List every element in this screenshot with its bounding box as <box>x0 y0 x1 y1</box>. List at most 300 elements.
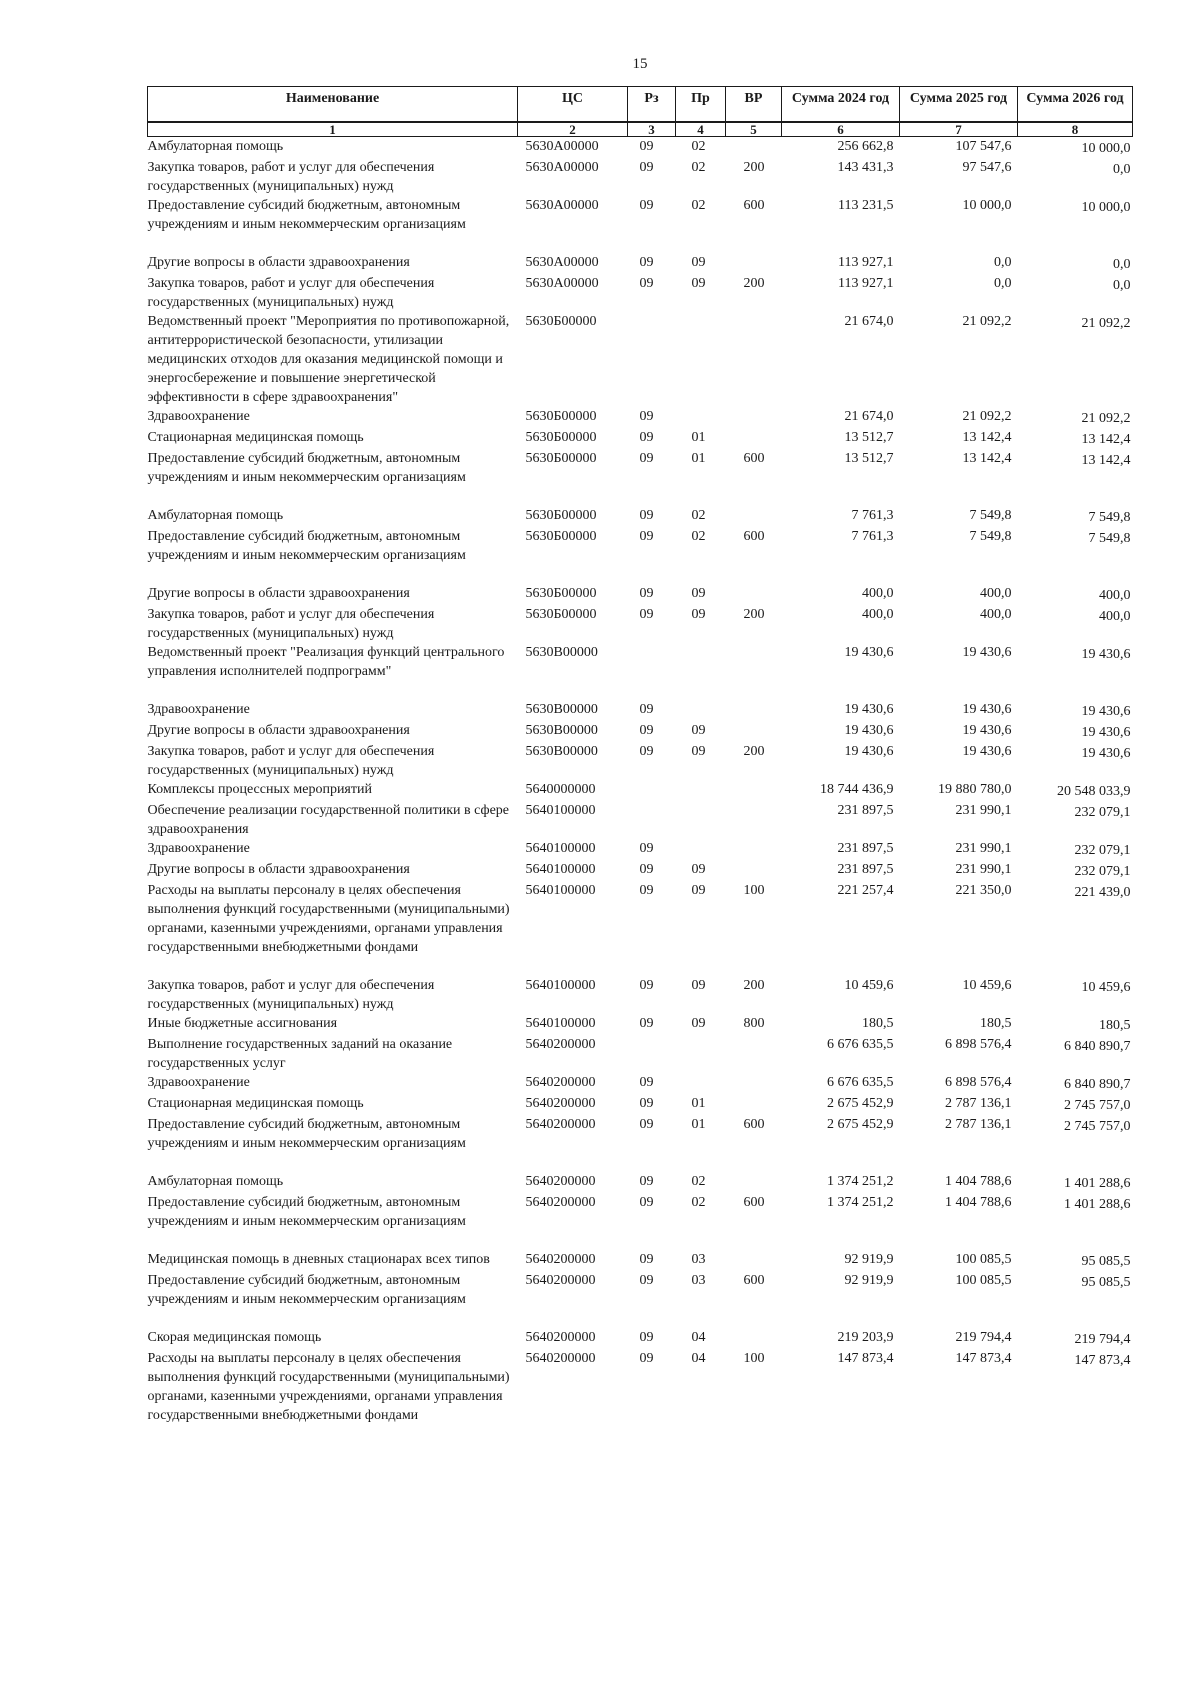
table-row <box>148 860 1133 881</box>
row-cs: 5640200000 <box>525 1117 596 1132</box>
row-name: Здравоохранение <box>147 841 250 856</box>
row-sum-2024: 400,0 <box>862 586 894 601</box>
row-sum-2025: 6 898 576,4 <box>945 1037 1012 1052</box>
row-sum-2024: 13 512,7 <box>844 430 894 445</box>
row-sum-2026: 19 430,6 <box>1081 647 1131 662</box>
row-vr <box>726 428 782 449</box>
row-rz: 09 <box>639 1252 654 1267</box>
row-rz <box>628 1035 676 1073</box>
row-rz: 09 <box>639 978 654 993</box>
row-rz: 09 <box>639 160 654 175</box>
row-sum-2025: 10 459,6 <box>962 978 1012 993</box>
row-cs: 5630В00000 <box>525 645 598 660</box>
row-rz: 09 <box>639 276 654 291</box>
row-sum-2025: 400,0 <box>980 586 1012 601</box>
row-name: Амбулаторная помощь <box>147 508 284 523</box>
row-sum-2026: 19 430,6 <box>1081 746 1131 761</box>
row-cs: 5630В00000 <box>525 723 598 738</box>
row-pr: 02 <box>691 1174 706 1189</box>
row-rz: 09 <box>639 451 654 466</box>
table-row <box>148 137 1133 159</box>
row-cs: 5640100000 <box>525 1016 596 1031</box>
row-name: Медицинская помощь в дневных стационарах всех типов <box>147 1252 490 1267</box>
row-cs: 5640100000 <box>525 803 596 818</box>
row-pr <box>676 839 726 860</box>
row-name: Предоставление субсидий бюджетным, автономным учреждениям и иным некоммерческим организациям <box>147 1117 466 1151</box>
row-name: Комплексы процессных мероприятий <box>147 782 372 797</box>
table-row <box>148 196 1133 253</box>
row-vr <box>726 1094 782 1115</box>
row-vr <box>726 584 782 605</box>
table-row <box>148 1349 1133 1425</box>
header-sum-2025: Сумма 2025 год <box>900 87 1018 123</box>
row-vr: 600 <box>743 1273 765 1288</box>
table-row <box>148 780 1133 801</box>
row-sum-2026: 10 459,6 <box>1081 980 1131 995</box>
row-cs: 5640000000 <box>525 782 596 797</box>
row-pr: 09 <box>691 255 706 270</box>
row-rz: 09 <box>639 1351 654 1366</box>
row-sum-2026: 10 000,0 <box>1081 200 1131 215</box>
row-sum-2025: 231 990,1 <box>955 841 1012 856</box>
table-row <box>148 1271 1133 1328</box>
row-rz: 09 <box>639 1195 654 1210</box>
row-pr: 04 <box>691 1330 706 1345</box>
row-name: Иные бюджетные ассигнования <box>147 1016 338 1031</box>
row-name: Амбулаторная помощь <box>147 1174 284 1189</box>
row-sum-2024: 19 430,6 <box>844 744 894 759</box>
row-rz: 09 <box>639 586 654 601</box>
row-sum-2024: 6 676 635,5 <box>827 1075 894 1090</box>
row-sum-2024: 7 761,3 <box>851 508 894 523</box>
row-sum-2026: 7 549,8 <box>1088 510 1131 525</box>
row-rz: 09 <box>639 139 654 154</box>
row-sum-2024: 221 257,4 <box>837 883 894 898</box>
row-sum-2026: 95 085,5 <box>1081 1275 1131 1290</box>
row-pr <box>676 407 726 428</box>
row-vr <box>726 407 782 428</box>
row-rz <box>628 780 676 801</box>
row-sum-2025: 180,5 <box>980 1016 1012 1031</box>
header-sum-2026: Сумма 2026 год <box>1018 87 1133 123</box>
row-name: Стационарная медицинская помощь <box>147 430 364 445</box>
budget-table <box>147 86 1133 1425</box>
row-rz: 09 <box>639 1273 654 1288</box>
row-pr: 03 <box>691 1273 706 1288</box>
row-cs: 5630Б00000 <box>525 451 597 466</box>
row-sum-2025: 1 404 788,6 <box>945 1195 1012 1210</box>
row-rz: 09 <box>639 1096 654 1111</box>
row-vr <box>726 312 782 407</box>
row-sum-2024: 1 374 251,2 <box>827 1174 894 1189</box>
header-pr: Пр <box>676 87 726 123</box>
row-vr <box>726 1172 782 1193</box>
row-cs: 5630Б00000 <box>525 409 597 424</box>
row-cs: 5640100000 <box>525 978 596 993</box>
row-name: Другие вопросы в области здравоохранения <box>147 723 410 738</box>
row-sum-2024: 2 675 452,9 <box>827 1096 894 1111</box>
row-vr: 200 <box>743 276 765 291</box>
row-cs: 5630Б00000 <box>525 586 597 601</box>
row-sum-2026: 232 079,1 <box>1074 843 1131 858</box>
row-sum-2026: 13 142,4 <box>1081 432 1131 447</box>
row-rz: 09 <box>639 841 654 856</box>
row-name: Предоставление субсидий бюджетным, автономным учреждениям и иным некоммерческим организациям <box>147 529 466 563</box>
row-vr <box>726 1035 782 1073</box>
column-number: 7 <box>900 122 1018 137</box>
row-cs: 5640200000 <box>525 1195 596 1210</box>
row-name: Предоставление субсидий бюджетным, автономным учреждениям и иным некоммерческим организациям <box>147 1273 466 1307</box>
row-rz <box>628 643 676 700</box>
row-rz: 09 <box>639 255 654 270</box>
row-cs: 5630А00000 <box>525 160 599 175</box>
row-name: Ведомственный проект "Реализация функций центрального управления исполнителей подпрограмм" <box>147 645 505 679</box>
header-cs: ЦС <box>518 87 628 123</box>
row-pr: 09 <box>691 883 706 898</box>
row-pr: 01 <box>691 1096 706 1111</box>
column-number: 1 <box>148 122 518 137</box>
table-row <box>148 158 1133 196</box>
row-sum-2026: 19 430,6 <box>1081 725 1131 740</box>
column-number: 4 <box>676 122 726 137</box>
row-vr <box>726 253 782 274</box>
row-pr: 02 <box>691 139 706 154</box>
row-sum-2026: 13 142,4 <box>1081 453 1131 468</box>
row-sum-2026: 400,0 <box>1099 609 1131 624</box>
row-rz: 09 <box>639 744 654 759</box>
row-rz: 09 <box>639 1330 654 1345</box>
table-row <box>148 881 1133 976</box>
table-row <box>148 584 1133 605</box>
row-rz: 09 <box>639 607 654 622</box>
row-pr: 01 <box>691 430 706 445</box>
row-pr: 09 <box>691 723 706 738</box>
header-vr: ВР <box>726 87 782 123</box>
row-sum-2026: 232 079,1 <box>1074 805 1131 820</box>
row-sum-2024: 113 927,1 <box>838 276 894 291</box>
column-number: 3 <box>628 122 676 137</box>
row-sum-2026: 147 873,4 <box>1074 1353 1131 1368</box>
row-sum-2025: 7 549,8 <box>969 529 1012 544</box>
row-vr: 200 <box>743 978 765 993</box>
row-sum-2024: 6 676 635,5 <box>827 1037 894 1052</box>
row-sum-2025: 0,0 <box>994 276 1012 291</box>
row-cs: 5640200000 <box>525 1037 596 1052</box>
row-pr <box>676 1035 726 1073</box>
row-sum-2024: 19 430,6 <box>844 645 894 660</box>
row-sum-2024: 231 897,5 <box>837 841 894 856</box>
row-sum-2026: 221 439,0 <box>1074 885 1131 900</box>
row-pr: 02 <box>691 198 706 213</box>
row-cs: 5640200000 <box>525 1252 596 1267</box>
column-number: 8 <box>1018 122 1133 137</box>
row-sum-2024: 19 430,6 <box>844 723 894 738</box>
row-vr <box>726 780 782 801</box>
row-cs: 5640100000 <box>525 841 596 856</box>
row-vr: 200 <box>743 744 765 759</box>
table-row <box>148 839 1133 860</box>
row-sum-2026: 19 430,6 <box>1081 704 1131 719</box>
table-row <box>148 506 1133 527</box>
row-pr: 02 <box>691 160 706 175</box>
row-sum-2026: 400,0 <box>1099 588 1131 603</box>
row-sum-2024: 400,0 <box>862 607 894 622</box>
row-name: Ведомственный проект "Мероприятия по противопожарной, антитеррористической безопасности, утилизации медицинских отходов для оказания медицинской помощи и энергосбережение и повышение энергетической эффективности в сфере здравоохранения" <box>147 314 510 405</box>
row-sum-2025: 21 092,2 <box>962 314 1012 329</box>
row-cs: 5630А00000 <box>525 198 599 213</box>
column-number-row <box>148 122 1133 137</box>
row-rz: 09 <box>639 430 654 445</box>
header-rz: Рз <box>628 87 676 123</box>
table-row <box>148 643 1133 700</box>
table-row <box>148 428 1133 449</box>
row-vr: 100 <box>743 1351 765 1366</box>
row-name: Закупка товаров, работ и услуг для обеспечения государственных (муниципальных) нужд <box>147 276 435 310</box>
header-name: Наименование <box>148 87 518 123</box>
row-vr <box>726 801 782 839</box>
table-header <box>148 87 1133 137</box>
row-sum-2025: 13 142,4 <box>962 430 1012 445</box>
row-rz <box>628 312 676 407</box>
row-name: Стационарная медицинская помощь <box>147 1096 364 1111</box>
row-sum-2026: 20 548 033,9 <box>1057 784 1131 799</box>
row-sum-2026: 1 401 288,6 <box>1064 1197 1131 1212</box>
row-sum-2025: 231 990,1 <box>955 862 1012 877</box>
table-row <box>148 605 1133 643</box>
row-vr <box>726 1328 782 1349</box>
row-rz: 09 <box>639 862 654 877</box>
row-name: Выполнение государственных заданий на оказание государственных услуг <box>147 1037 453 1071</box>
row-rz: 09 <box>639 529 654 544</box>
row-sum-2026: 2 745 757,0 <box>1064 1119 1131 1134</box>
table-row <box>148 1094 1133 1115</box>
table-row <box>148 1172 1133 1193</box>
row-sum-2026: 2 745 757,0 <box>1064 1098 1131 1113</box>
row-vr: 600 <box>743 451 765 466</box>
row-cs: 5630Б00000 <box>525 314 597 329</box>
row-vr: 100 <box>743 883 765 898</box>
row-vr: 600 <box>743 198 765 213</box>
row-vr: 600 <box>743 529 765 544</box>
row-sum-2025: 19 430,6 <box>962 723 1012 738</box>
row-name: Закупка товаров, работ и услуг для обеспечения государственных (муниципальных) нужд <box>147 607 435 641</box>
row-cs: 5640200000 <box>525 1273 596 1288</box>
row-cs: 5640200000 <box>525 1075 596 1090</box>
row-vr <box>726 137 782 159</box>
row-vr <box>726 1250 782 1271</box>
column-number: 2 <box>518 122 628 137</box>
table-row <box>148 407 1133 428</box>
row-sum-2025: 13 142,4 <box>962 451 1012 466</box>
row-sum-2026: 0,0 <box>1113 278 1131 293</box>
row-sum-2024: 13 512,7 <box>844 451 894 466</box>
row-sum-2025: 147 873,4 <box>955 1351 1012 1366</box>
row-vr <box>726 700 782 721</box>
row-pr <box>676 700 726 721</box>
table-row <box>148 801 1133 839</box>
row-vr: 600 <box>743 1195 765 1210</box>
row-sum-2025: 107 547,6 <box>955 139 1012 154</box>
row-name: Здравоохранение <box>147 1075 250 1090</box>
row-sum-2025: 19 430,6 <box>962 645 1012 660</box>
row-name: Расходы на выплаты персоналу в целях обеспечения выполнения функций государственными (муниципальными) органами, казенными учреждениями, органами управления государственными внебюджетными фондами <box>147 883 510 955</box>
row-sum-2026: 21 092,2 <box>1081 316 1131 331</box>
column-number: 6 <box>782 122 900 137</box>
row-vr <box>726 1073 782 1094</box>
row-rz: 09 <box>639 1016 654 1031</box>
row-sum-2026: 6 840 890,7 <box>1064 1039 1131 1054</box>
page-number: 15 <box>632 56 648 72</box>
table-row <box>148 1073 1133 1094</box>
table-row <box>148 449 1133 506</box>
table-row <box>148 274 1133 312</box>
table-row <box>148 976 1133 1014</box>
row-cs: 5630А00000 <box>525 255 599 270</box>
row-sum-2025: 19 430,6 <box>962 702 1012 717</box>
row-name: Предоставление субсидий бюджетным, автономным учреждениям и иным некоммерческим организациям <box>147 198 466 232</box>
row-name: Закупка товаров, работ и услуг для обеспечения государственных (муниципальных) нужд <box>147 744 435 778</box>
row-sum-2024: 219 203,9 <box>837 1330 894 1345</box>
row-name: Предоставление субсидий бюджетным, автономным учреждениям и иным некоммерческим организациям <box>147 1195 466 1229</box>
row-sum-2024: 1 374 251,2 <box>827 1195 894 1210</box>
row-cs: 5630Б00000 <box>525 430 597 445</box>
row-vr: 200 <box>743 160 765 175</box>
table-row <box>148 1014 1133 1035</box>
table-row <box>148 1250 1133 1271</box>
row-name: Скорая медицинская помощь <box>147 1330 322 1345</box>
table-row <box>148 1193 1133 1250</box>
row-sum-2025: 2 787 136,1 <box>945 1096 1012 1111</box>
row-pr: 09 <box>691 1016 706 1031</box>
row-pr <box>676 801 726 839</box>
row-cs: 5630Б00000 <box>525 607 597 622</box>
row-name: Другие вопросы в области здравоохранения <box>147 255 410 270</box>
row-sum-2025: 0,0 <box>994 255 1012 270</box>
row-name: Другие вопросы в области здравоохранения <box>147 862 410 877</box>
row-name: Предоставление субсидий бюджетным, автономным учреждениям и иным некоммерческим организациям <box>147 451 466 485</box>
row-sum-2024: 10 459,6 <box>844 978 894 993</box>
table-row <box>148 742 1133 780</box>
row-sum-2024: 231 897,5 <box>837 862 894 877</box>
row-sum-2024: 113 927,1 <box>838 255 894 270</box>
row-sum-2025: 7 549,8 <box>969 508 1012 523</box>
row-rz: 09 <box>639 723 654 738</box>
row-pr: 03 <box>691 1252 706 1267</box>
row-pr <box>676 780 726 801</box>
row-sum-2025: 100 085,5 <box>955 1273 1012 1288</box>
row-vr <box>726 643 782 700</box>
row-sum-2025: 1 404 788,6 <box>945 1174 1012 1189</box>
row-cs: 5640200000 <box>525 1174 596 1189</box>
row-sum-2024: 21 674,0 <box>844 409 894 424</box>
row-rz <box>628 801 676 839</box>
row-pr <box>676 1073 726 1094</box>
row-pr: 09 <box>691 744 706 759</box>
row-cs: 5640200000 <box>525 1351 596 1366</box>
table-row <box>148 312 1133 407</box>
row-vr: 800 <box>743 1016 765 1031</box>
row-sum-2026: 0,0 <box>1113 162 1131 177</box>
row-sum-2024: 2 675 452,9 <box>827 1117 894 1132</box>
row-pr: 09 <box>691 978 706 993</box>
row-sum-2024: 147 873,4 <box>837 1351 894 1366</box>
row-sum-2024: 19 430,6 <box>844 702 894 717</box>
row-rz: 09 <box>639 198 654 213</box>
row-vr: 600 <box>743 1117 765 1132</box>
row-sum-2024: 92 919,9 <box>844 1252 894 1267</box>
row-pr: 09 <box>691 607 706 622</box>
row-pr: 04 <box>691 1351 706 1366</box>
row-sum-2025: 19 430,6 <box>962 744 1012 759</box>
row-rz: 09 <box>639 1174 654 1189</box>
row-vr: 200 <box>743 607 765 622</box>
row-sum-2024: 256 662,8 <box>837 139 894 154</box>
row-sum-2024: 92 919,9 <box>844 1273 894 1288</box>
row-sum-2024: 7 761,3 <box>851 529 894 544</box>
row-cs: 5630А00000 <box>525 276 599 291</box>
row-sum-2025: 100 085,5 <box>955 1252 1012 1267</box>
row-rz: 09 <box>639 409 654 424</box>
row-sum-2024: 143 431,3 <box>837 160 894 175</box>
table-body <box>148 137 1133 1426</box>
row-sum-2025: 2 787 136,1 <box>945 1117 1012 1132</box>
row-sum-2025: 221 350,0 <box>955 883 1012 898</box>
row-sum-2026: 95 085,5 <box>1081 1254 1131 1269</box>
table-row <box>148 1035 1133 1073</box>
row-pr <box>676 312 726 407</box>
row-cs: 5640100000 <box>525 862 596 877</box>
row-pr: 02 <box>691 529 706 544</box>
table-row <box>148 527 1133 584</box>
row-cs: 5630Б00000 <box>525 508 597 523</box>
row-sum-2025: 97 547,6 <box>962 160 1012 175</box>
row-cs: 5640200000 <box>525 1330 596 1345</box>
row-sum-2025: 400,0 <box>980 607 1012 622</box>
row-rz: 09 <box>639 883 654 898</box>
row-pr: 02 <box>691 1195 706 1210</box>
row-name: Обеспечение реализации государственной политики в сфере здравоохранения <box>147 803 510 837</box>
table-row <box>148 1115 1133 1172</box>
row-sum-2024: 180,5 <box>862 1016 894 1031</box>
row-sum-2026: 232 079,1 <box>1074 864 1131 879</box>
row-sum-2025: 10 000,0 <box>962 198 1012 213</box>
row-sum-2026: 180,5 <box>1099 1018 1131 1033</box>
row-name: Другие вопросы в области здравоохранения <box>147 586 410 601</box>
table-row <box>148 721 1133 742</box>
row-sum-2025: 6 898 576,4 <box>945 1075 1012 1090</box>
row-sum-2024: 231 897,5 <box>837 803 894 818</box>
table-row <box>148 253 1133 274</box>
row-rz: 09 <box>639 702 654 717</box>
row-pr: 02 <box>691 508 706 523</box>
row-cs: 5630В00000 <box>525 702 598 717</box>
row-sum-2025: 21 092,2 <box>962 409 1012 424</box>
row-vr <box>726 506 782 527</box>
table-row <box>148 1328 1133 1349</box>
row-pr: 09 <box>691 276 706 291</box>
row-name: Закупка товаров, работ и услуг для обеспечения государственных (муниципальных) нужд <box>147 978 435 1012</box>
row-sum-2025: 231 990,1 <box>955 803 1012 818</box>
header-sum-2024: Сумма 2024 год <box>782 87 900 123</box>
row-name: Расходы на выплаты персоналу в целях обеспечения выполнения функций государственными (муниципальными) органами, казенными учреждениями, органами управления государственными внебюджетными фондами <box>147 1351 510 1423</box>
row-cs: 5630Б00000 <box>525 529 597 544</box>
row-pr: 01 <box>691 451 706 466</box>
row-pr: 09 <box>691 586 706 601</box>
row-sum-2026: 1 401 288,6 <box>1064 1176 1131 1191</box>
row-pr <box>676 643 726 700</box>
budget-table-container <box>147 86 1132 1425</box>
column-number: 5 <box>726 122 782 137</box>
